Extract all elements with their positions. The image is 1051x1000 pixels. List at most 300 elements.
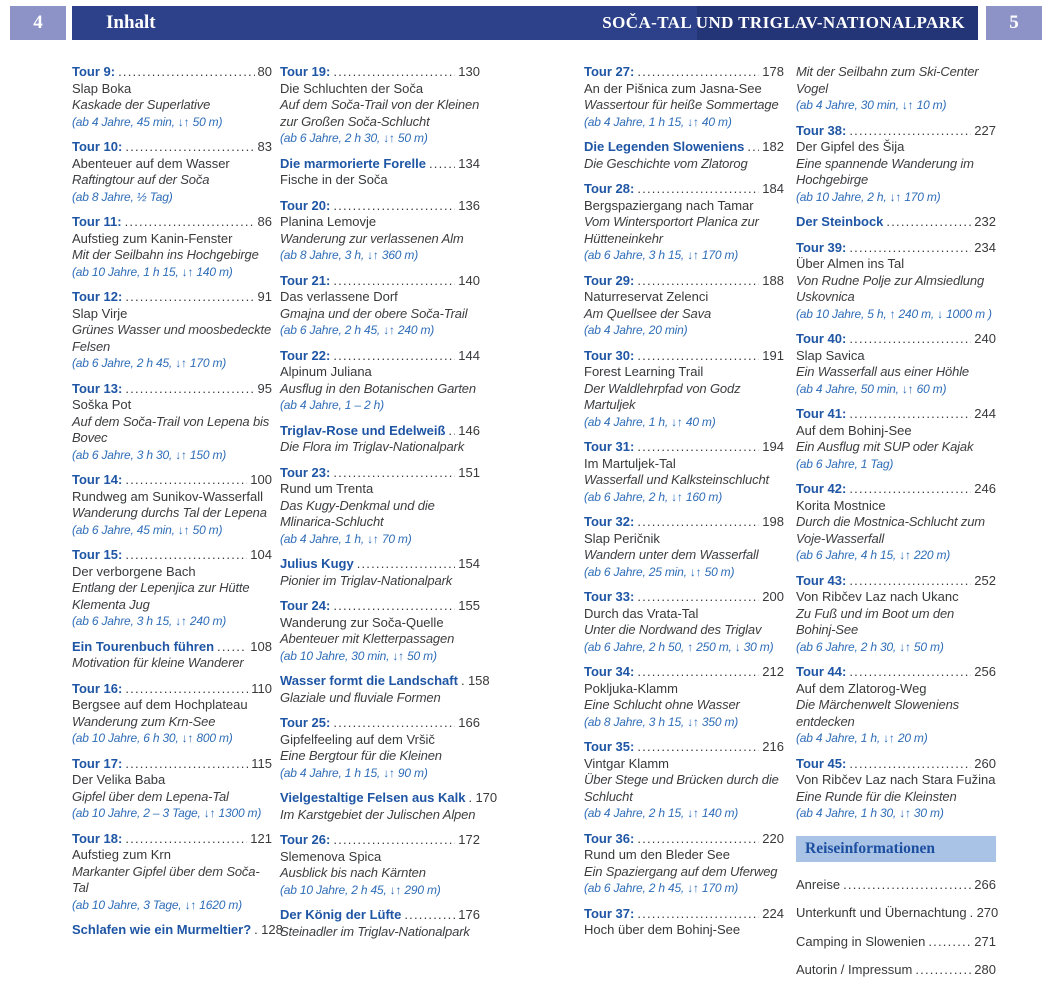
entry-heading: Tour 31: — [584, 439, 635, 454]
entry-title: Fische in der Soča — [280, 172, 388, 187]
toc-entry — [72, 381, 272, 464]
entry-heading-line — [584, 64, 784, 81]
leader-dots — [333, 64, 455, 81]
header-section-title: Inhalt — [106, 12, 156, 33]
entry-title: Gipfelfeeling auf dem Vršič — [280, 731, 435, 747]
toc-column-2 — [280, 64, 498, 949]
entry-page-number: 110 — [251, 680, 272, 696]
entry-heading-line — [796, 905, 999, 922]
entry-info: (ab 6 Jahre, 2 h 30, ↓↑ 50 m) — [796, 639, 944, 654]
leader-dots — [333, 348, 455, 365]
entry-heading: Der König der Lüfte — [280, 907, 402, 922]
entry-title: Von Ribčev Laz nach Stara Fužina — [796, 772, 996, 787]
leader-dots — [333, 198, 455, 215]
entry-info: (ab 10 Jahre, 1 h 15, ↓↑ 140 m) — [72, 264, 233, 279]
entry-heading-line — [796, 664, 996, 681]
entry-title: Bergsee auf dem Hochplateau — [72, 697, 248, 712]
entry-heading: Tour 23: — [280, 464, 331, 480]
entry-info: (ab 4 Jahre, 2 h 15, ↓↑ 140 m) — [584, 806, 739, 820]
entry-heading-line — [584, 181, 784, 198]
toc-entry — [280, 273, 480, 339]
entry-title: Aufstieg zum Krn — [72, 847, 171, 862]
entry-heading-line — [72, 756, 272, 773]
leader-dots — [404, 907, 455, 924]
toc-entry — [584, 739, 784, 822]
entry-info: (ab 4 Jahre, 30 min, ↓↑ 10 m) — [796, 98, 947, 112]
entry-heading: Tour 40: — [796, 331, 847, 346]
toc-columns — [72, 64, 999, 991]
entry-heading-line — [280, 907, 480, 924]
entry-info: (ab 6 Jahre, 3 h 15, ↓↑ 240 m) — [72, 614, 227, 628]
toc-entry — [584, 439, 784, 505]
toc-entry — [280, 64, 480, 147]
header-bar — [72, 6, 978, 40]
leader-dots — [637, 64, 759, 81]
entry-info: (ab 8 Jahre, 3 h, ↓↑ 360 m) — [280, 248, 419, 262]
entry-heading-line — [280, 348, 480, 365]
entry-heading: Tour 30: — [584, 347, 635, 363]
entry-heading: Tour 27: — [584, 64, 635, 79]
entry-page-number: 216 — [762, 739, 784, 754]
entry-heading: Tour 15: — [72, 547, 123, 562]
leader-dots — [849, 406, 971, 423]
leader-dots — [928, 934, 971, 951]
toc-entry — [796, 573, 996, 656]
entry-info: (ab 4 Jahre, 45 min, ↓↑ 50 m) — [72, 114, 223, 129]
entry-subtitle: Unter die Nordwand des Triglav — [584, 622, 762, 637]
leader-dots — [461, 673, 465, 690]
entry-page-number: 271 — [974, 933, 996, 949]
toc-entry — [796, 877, 996, 894]
entry-heading-line — [584, 139, 784, 156]
entry-page-number: 130 — [458, 64, 480, 79]
entry-heading-line — [72, 139, 272, 156]
entry-title: Abenteuer auf dem Wasser — [72, 155, 230, 171]
entry-subtitle: Eine Runde für die Kleinsten — [796, 788, 957, 804]
entry-page-number: 166 — [458, 715, 480, 730]
entry-heading: Triglav-Rose und Edelweiß — [280, 422, 446, 438]
toc-entry — [584, 348, 784, 431]
entry-heading-line — [72, 639, 272, 656]
toc-entry — [584, 589, 784, 655]
entry-heading-line — [796, 934, 996, 951]
entry-page-number: 128 — [261, 922, 283, 937]
toc-entry — [72, 756, 272, 822]
entry-subtitle: Ein Ausflug mit SUP oder Kajak — [796, 439, 974, 454]
toc-entry — [796, 481, 996, 564]
entry-heading: Tour 32: — [584, 514, 635, 529]
entry-heading: Tour 21: — [280, 272, 331, 288]
toc-entry — [796, 756, 996, 822]
entry-subtitle: Steinadler im Triglav-Nationalpark — [280, 923, 470, 939]
header-book-title: SOČA-TAL UND TRIGLAV-NATIONALPARK — [602, 13, 965, 32]
entry-title: Slemenova Spica — [280, 848, 382, 864]
leader-dots — [849, 664, 971, 681]
entry-page-number: 108 — [250, 638, 272, 654]
entry-heading-line — [796, 406, 996, 423]
entry-page-number: 140 — [458, 272, 480, 288]
entry-heading-line — [280, 715, 480, 732]
entry-page-number: 104 — [250, 547, 272, 562]
entry-heading: Tour 45: — [796, 755, 847, 771]
entry-page-number: 100 — [250, 472, 272, 487]
entry-heading-line — [584, 589, 784, 606]
toc-entry — [796, 331, 996, 397]
entry-title: Der verborgene Bach — [72, 563, 196, 579]
entry-heading-line — [280, 673, 490, 690]
entry-heading-line — [280, 423, 480, 440]
entry-heading: Schlafen wie ein Murmeltier? — [72, 922, 252, 937]
leader-dots — [849, 756, 971, 773]
entry-info: (ab 6 Jahre, 2 h 45, ↓↑ 240 m) — [280, 323, 435, 337]
entry-title: Im Martuljek-Tal — [584, 455, 676, 471]
leader-dots — [637, 739, 759, 756]
entry-page-number: 134 — [458, 155, 480, 171]
entry-heading-line — [796, 214, 996, 231]
entry-heading-line — [796, 962, 996, 979]
entry-subtitle: Wanderung zur verlassenen Alm — [280, 230, 464, 246]
entry-heading-line — [280, 273, 480, 290]
entry-title: Das verlassene Dorf — [280, 289, 398, 304]
leader-dots — [118, 64, 254, 81]
entry-subtitle: Entlang der Lepenjica zur Hütte Klementa Jug — [72, 580, 250, 612]
toc-entry — [280, 348, 480, 414]
leader-dots — [637, 348, 759, 365]
toc-entry — [280, 198, 480, 264]
entry-subtitle: Wandern unter dem Wasserfall — [584, 547, 759, 562]
entry-subtitle: Auf dem Soča-Trail von der Kleinen zur Großen Soča-Schlucht — [280, 97, 480, 129]
leader-dots — [849, 481, 971, 498]
entry-subtitle: Glaziale und fluviale Formen — [280, 689, 441, 705]
entry-heading: Tour 25: — [280, 715, 331, 730]
entry-page-number: 178 — [762, 64, 784, 79]
entry-page-number: 220 — [762, 830, 784, 846]
entry-subtitle: Der Waldlehrpfad von Godz Martuljek — [584, 380, 741, 412]
entry-heading: Die marmorierte Forelle — [280, 155, 426, 171]
entry-subtitle: Raftingtour auf der Soča — [72, 172, 210, 187]
entry-subtitle: Über Stege und Brücken durch die Schlucht — [584, 772, 779, 804]
toc-entry — [72, 547, 272, 630]
entry-info: (ab 4 Jahre, 1 h 15, ↓↑ 90 m) — [280, 765, 428, 780]
leader-dots — [637, 514, 759, 531]
leader-dots — [849, 573, 971, 590]
entry-info: (ab 10 Jahre, 5 h, ↑ 240 m, ↓ 1000 m ) — [796, 306, 992, 321]
entry-page-number: 154 — [458, 556, 480, 571]
entry-page-number: 80 — [257, 64, 272, 79]
toc-entry — [796, 123, 996, 206]
toc-entry — [796, 240, 996, 323]
entry-subtitle: Grünes Wasser und moosbedeckte Felsen — [72, 322, 272, 354]
toc-entry — [280, 465, 480, 548]
entry-subtitle: Zu Fuß und im Boot um den Bohinj-See — [796, 605, 955, 637]
entry-subtitle: Abenteuer mit Kletterpassagen — [280, 631, 455, 646]
toc-entry — [584, 664, 784, 730]
entry-subtitle: Ein Spaziergang auf dem Uferweg — [584, 863, 778, 879]
entry-subtitle: Eine Bergtour für die Kleinen — [280, 748, 442, 763]
entry-subtitle: Durch die Mostnica-Schlucht zum Voje-Wasserfall — [796, 514, 985, 546]
entry-title: Slap Savica — [796, 347, 865, 363]
entry-subtitle: Kaskade der Superlative — [72, 97, 211, 112]
entry-heading-line — [280, 64, 480, 81]
entry-page-number: 246 — [974, 481, 996, 496]
right-page-number: 5 — [986, 6, 1042, 40]
entry-title: Slap Boka — [72, 80, 132, 96]
entry-page-number: 170 — [475, 790, 498, 805]
entry-heading-line — [280, 465, 480, 482]
toc-entry — [72, 639, 272, 672]
toc-entry — [72, 681, 272, 747]
entry-subtitle: Ausblick bis nach Kärnten — [280, 865, 426, 880]
entry-heading: Wasser formt die Landschaft — [280, 673, 458, 688]
entry-heading-line — [584, 348, 784, 365]
entry-heading: Tour 24: — [280, 598, 331, 613]
entry-page-number: 224 — [762, 905, 784, 921]
entry-page-number: 83 — [257, 139, 272, 154]
leader-dots — [125, 472, 247, 489]
entry-title: Pokljuka-Klamm — [584, 680, 678, 696]
toc-entry — [796, 64, 996, 114]
entry-info: (ab 6 Jahre, 2 h, ↓↑ 160 m) — [584, 489, 723, 504]
toc-column-1 — [72, 64, 283, 948]
entry-title: An der Pišnica zum Jasna-See — [584, 80, 762, 96]
entry-subtitle: Am Quellsee der Sava — [584, 305, 712, 321]
entry-heading: Tour 10: — [72, 139, 123, 154]
leader-dots — [429, 156, 455, 173]
leader-dots — [125, 381, 254, 398]
entry-heading: Julius Kugy — [280, 556, 354, 571]
entry-heading-line — [796, 756, 996, 773]
entry-heading-line — [796, 331, 996, 348]
entry-heading-line — [72, 472, 272, 489]
leader-dots — [637, 589, 759, 606]
entry-page-number: 144 — [458, 347, 480, 363]
entry-info: (ab 10 Jahre, 2 h 45, ↓↑ 290 m) — [280, 882, 441, 897]
leader-dots — [217, 639, 247, 656]
entry-title: Korita Mostnice — [796, 497, 886, 513]
entry-page-number: 256 — [974, 664, 996, 679]
entry-title: Der Velika Baba — [72, 772, 166, 787]
entry-page-number: 270 — [976, 905, 999, 920]
entry-page-number: 244 — [974, 406, 996, 421]
toc-entry — [584, 181, 784, 264]
entry-page-number: 184 — [762, 181, 784, 196]
leader-dots — [637, 439, 759, 456]
entry-page-number: 86 — [257, 214, 272, 229]
entry-subtitle: Wanderung durchs Tal der Lepena — [72, 505, 267, 520]
entry-subtitle: Im Karstgebiet der Julischen Alpen — [280, 806, 476, 822]
entry-title: Naturreservat Zelenci — [584, 289, 709, 304]
leader-dots — [448, 423, 455, 440]
entry-page-number: 176 — [458, 907, 480, 922]
entry-heading: Tour 22: — [280, 347, 331, 363]
entry-heading: Tour 19: — [280, 64, 331, 79]
entry-info: (ab 4 Jahre, 20 min) — [584, 323, 688, 337]
entry-page-number: 227 — [974, 122, 996, 138]
entry-heading-line — [72, 214, 272, 231]
entry-info: (ab 4 Jahre, 1 h 30, ↓↑ 30 m) — [796, 806, 944, 820]
entry-title: Wanderung zur Soča-Quelle — [280, 614, 444, 630]
entry-page-number: 266 — [974, 876, 996, 892]
entry-title: Auf dem Zlatorog-Weg — [796, 680, 927, 696]
toc-column-4 — [796, 64, 999, 991]
leader-dots — [849, 123, 971, 140]
entry-heading: Tour 36: — [584, 830, 635, 846]
entry-heading-line — [584, 906, 784, 923]
entry-subtitle: Gipfel über dem Lepena-Tal — [72, 788, 229, 804]
leader-dots — [125, 139, 254, 156]
entry-subtitle: Wanderung zum Krn-See — [72, 713, 216, 729]
entry-title: Planina Lemovje — [280, 214, 377, 229]
entry-page-number: 182 — [762, 139, 784, 154]
entry-info: (ab 6 Jahre, 1 Tag) — [796, 456, 894, 471]
toc-entry — [72, 64, 272, 130]
leader-dots — [254, 922, 258, 939]
entry-heading: Tour 38: — [796, 122, 847, 138]
leader-dots — [970, 905, 974, 922]
entry-heading: Tour 16: — [72, 680, 123, 696]
entry-heading: Tour 37: — [584, 905, 635, 921]
entry-page-number: 151 — [458, 464, 480, 480]
entry-heading-line — [280, 556, 480, 573]
entry-heading: Tour 13: — [72, 380, 123, 396]
entry-subtitle: Die Geschichte vom Zlatorog — [584, 155, 748, 171]
entry-heading-line — [72, 64, 272, 81]
entry-info: (ab 6 Jahre, 45 min, ↓↑ 50 m) — [72, 522, 223, 537]
toc-entry — [584, 64, 784, 130]
entry-subtitle: Wasserfall und Kalksteinschlucht — [584, 472, 769, 487]
entry-heading: Unterkunft und Übernachtung — [796, 905, 967, 920]
entry-info: (ab 4 Jahre, 50 min, ↓↑ 60 m) — [796, 381, 947, 396]
entry-heading: Tour 28: — [584, 181, 635, 196]
entry-info: (ab 4 Jahre, 1 – 2 h) — [280, 398, 384, 412]
toc-entry — [796, 905, 999, 922]
leader-dots — [886, 214, 971, 231]
section-header-box: Reiseinformationen — [796, 836, 996, 862]
entry-info: (ab 6 Jahre, 3 h 30, ↓↑ 150 m) — [72, 447, 227, 462]
entry-title: Slap Virje — [72, 305, 128, 321]
entry-title: Von Ribčev Laz nach Ukanc — [796, 589, 959, 604]
toc-entry — [280, 598, 480, 664]
leader-dots — [468, 790, 472, 807]
entry-info: (ab 6 Jahre, 2 h 50, ↑ 250 m, ↓ 30 m) — [584, 639, 774, 654]
leader-dots — [637, 664, 759, 681]
entry-info: (ab 10 Jahre, 3 Tage, ↓↑ 1620 m) — [72, 897, 242, 912]
toc-entry — [796, 406, 996, 472]
entry-heading: Tour 26: — [280, 832, 331, 847]
entry-heading-line — [796, 877, 996, 894]
entry-heading-line — [72, 922, 283, 939]
toc-entry — [72, 831, 272, 914]
leader-dots — [843, 877, 971, 894]
entry-heading-line — [280, 156, 480, 173]
entry-heading-line — [584, 514, 784, 531]
entry-heading: Der Steinbock — [796, 214, 884, 229]
toc-entry — [584, 906, 784, 939]
entry-heading: Tour 12: — [72, 289, 123, 304]
entry-heading-line — [584, 831, 784, 848]
entry-title: Die Schluchten der Soča — [280, 80, 424, 96]
entry-heading-line — [280, 832, 480, 849]
entry-heading: Tour 34: — [584, 664, 635, 679]
entry-subtitle: Ausflug in den Botanischen Garten — [280, 380, 476, 396]
entry-title: Hoch über dem Bohinj-See — [584, 922, 741, 937]
entry-heading: Tour 43: — [796, 572, 847, 588]
entry-heading: Tour 39: — [796, 239, 847, 255]
entry-page-number: 146 — [458, 422, 480, 438]
entry-info: (ab 6 Jahre, 2 h 45, ↓↑ 170 m) — [584, 881, 739, 895]
toc-entry — [796, 934, 996, 951]
entry-title: Aufstieg zum Kanin-Fenster — [72, 230, 233, 246]
leader-dots — [125, 681, 248, 698]
entry-heading-line — [796, 573, 996, 590]
leader-dots — [125, 289, 254, 306]
toc-entry — [72, 922, 283, 939]
entry-title: Durch das Vrata-Tal — [584, 605, 699, 621]
entry-subtitle: Gmajna und der obere Soča-Trail — [280, 305, 468, 321]
leader-dots — [849, 331, 971, 348]
entry-title: Vintgar Klamm — [584, 755, 670, 771]
entry-info: (ab 4 Jahre, 1 h, ↓↑ 40 m) — [584, 414, 716, 429]
entry-page-number: 136 — [458, 197, 480, 213]
entry-info: (ab 4 Jahre, 1 h, ↓↑ 20 m) — [796, 731, 928, 745]
entry-page-number: 172 — [458, 832, 480, 847]
toc-entry — [280, 156, 480, 189]
entry-heading: Tour 9: — [72, 64, 116, 79]
entry-heading-line — [280, 198, 480, 215]
entry-page-number: 212 — [762, 664, 784, 679]
leader-dots — [637, 906, 759, 923]
entry-heading: Vielgestaltige Felsen aus Kalk — [280, 790, 466, 805]
entry-info: (ab 10 Jahre, 6 h 30, ↓↑ 800 m) — [72, 731, 233, 745]
entry-title: Rund um Trenta — [280, 481, 374, 496]
entry-info: (ab 6 Jahre, 4 h 15, ↓↑ 220 m) — [796, 548, 951, 562]
leader-dots — [637, 831, 759, 848]
entry-info: (ab 8 Jahre, ½ Tag) — [72, 189, 173, 204]
toc-entry — [280, 907, 480, 940]
entry-page-number: 115 — [251, 755, 272, 771]
leader-dots — [125, 756, 248, 773]
entry-page-number: 280 — [974, 962, 996, 977]
entry-subtitle: Vom Wintersportort Planica zur Hütteneinkehr — [584, 214, 759, 246]
toc-entry — [796, 962, 996, 979]
entry-subtitle: Motivation für kleine Wanderer — [72, 655, 244, 670]
entry-info: (ab 6 Jahre, 25 min, ↓↑ 50 m) — [584, 564, 735, 579]
toc-entry — [584, 831, 784, 897]
toc-column-3 — [584, 64, 784, 948]
toc-entry — [796, 214, 996, 231]
entry-subtitle: Eine spannende Wanderung im Hochgebirge — [796, 155, 974, 187]
entry-page-number: 191 — [762, 347, 784, 363]
entry-page-number: 260 — [974, 755, 996, 771]
entry-heading: Tour 44: — [796, 664, 847, 679]
entry-heading-line — [796, 481, 996, 498]
toc-entry — [796, 664, 996, 747]
entry-info: (ab 10 Jahre, 2 – 3 Tage, ↓↑ 1300 m) — [72, 806, 262, 820]
entry-subtitle: Das Kugy-Denkmal und die Mlinarica-Schlucht — [280, 497, 435, 529]
toc-entry — [72, 214, 272, 280]
entry-heading: Tour 11: — [72, 214, 122, 229]
entry-heading-line — [72, 831, 272, 848]
entry-info: (ab 10 Jahre, 2 h, ↓↑ 170 m) — [796, 189, 941, 204]
toc-entry — [280, 832, 480, 898]
entry-title: Alpinum Juliana — [280, 364, 372, 379]
entry-heading-line — [584, 664, 784, 681]
leader-dots — [333, 832, 455, 849]
entry-subtitle: Markanter Gipfel über dem Soča-Tal — [72, 863, 260, 895]
entry-heading-line — [72, 381, 272, 398]
entry-heading-line — [280, 598, 480, 615]
entry-heading: Camping in Slowenien — [796, 933, 926, 949]
